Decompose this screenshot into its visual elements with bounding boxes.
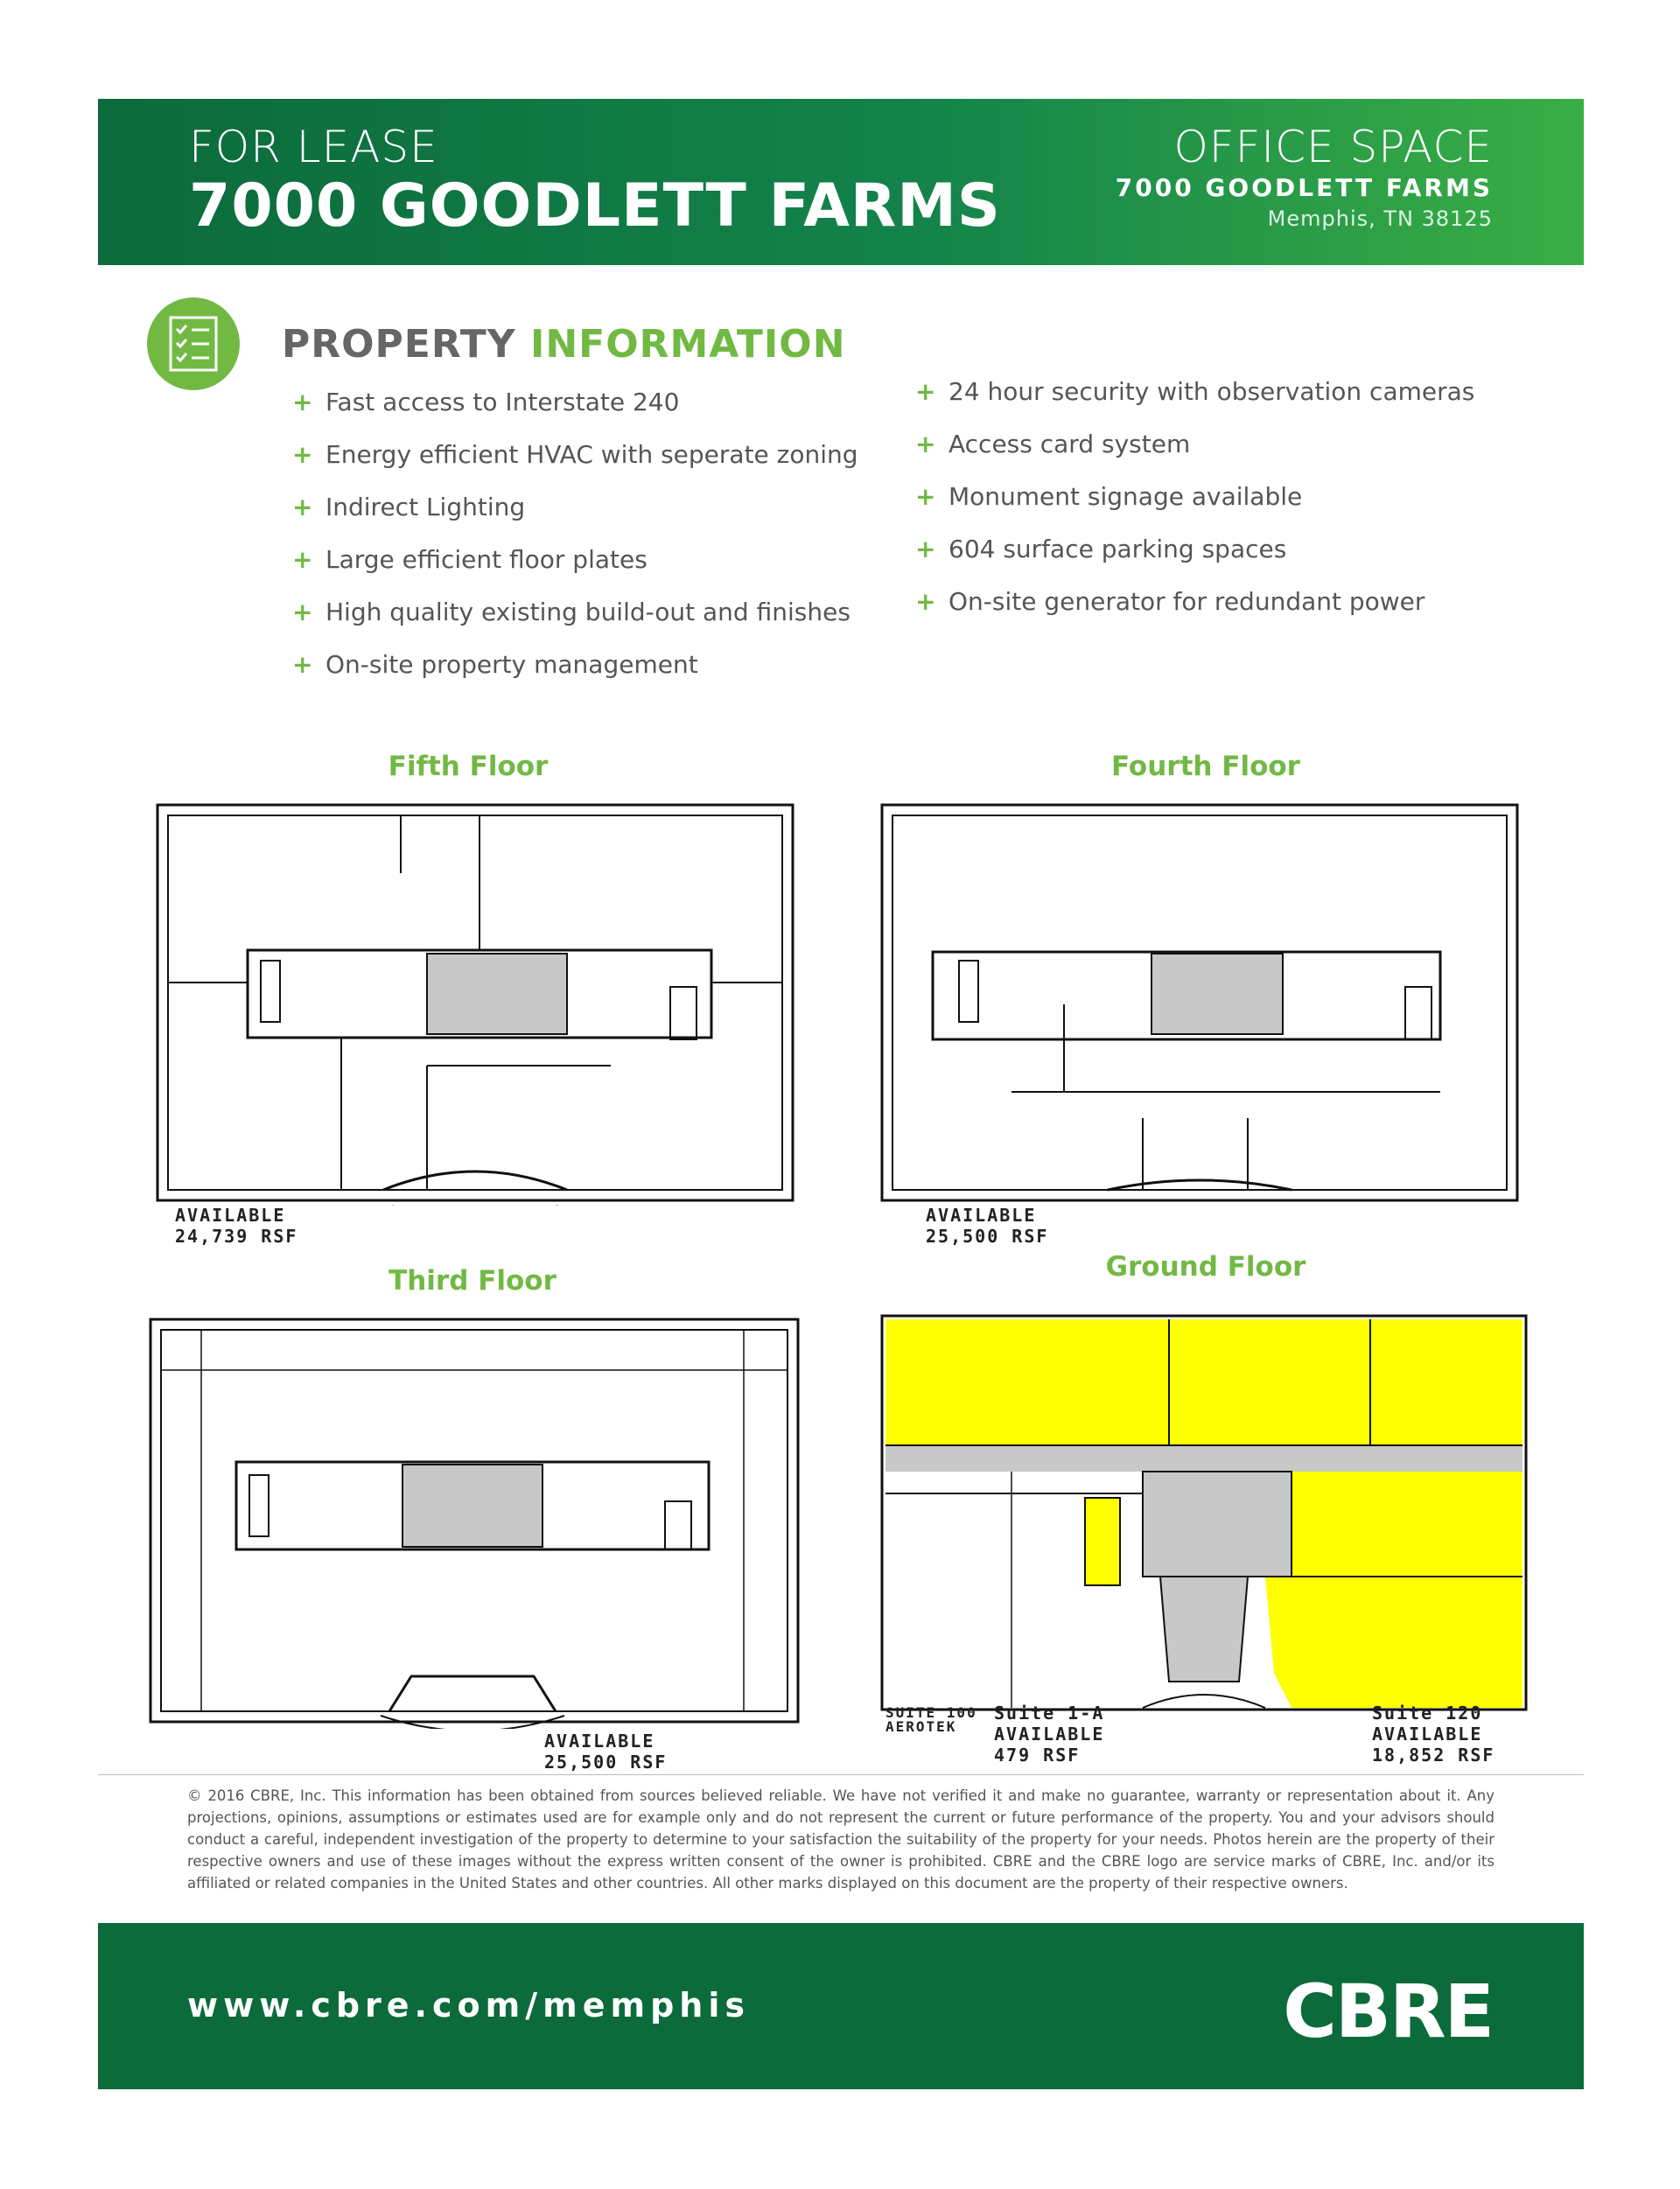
ground-floor-plan [880,1314,1528,1717]
property-name: 7000 GOODLETT FARMS [1115,173,1493,202]
fifth-floor-available: AVAILABLE 24,739 RSF [175,1205,298,1247]
header-banner [98,99,1584,265]
plus-icon: + [292,440,313,469]
property-address: Memphis, TN 38125 [1267,206,1493,231]
for-lease-label: FOR LEASE [189,122,438,172]
list-item: + 24 hour security with observation cameras [915,366,1474,418]
plus-icon: + [292,650,313,679]
suite-120-label: Suite 120 AVAILABLE 18,852 RSF [1372,1703,1495,1766]
list-item: + Fast access to Interstate 240 [292,376,858,429]
features-left-list [292,376,858,691]
divider [98,1774,1584,1775]
third-floor-plan [149,1318,800,1729]
plus-icon: + [915,377,936,406]
plus-icon: + [915,535,936,563]
cbre-logo: CBRE [1283,1969,1493,2054]
list-item: + Access card system [915,418,1474,471]
list-item: + 604 surface parking spaces [915,523,1474,576]
footer-banner [98,1923,1584,2089]
fourth-floor-title: Fourth Floor [1111,751,1300,782]
section-title-part1: PROPERTY [282,322,516,367]
plus-icon: + [915,430,936,458]
third-floor-available: AVAILABLE 25,500 RSF [544,1731,668,1773]
plus-icon: + [915,482,936,511]
website-link[interactable]: www.cbre.com/memphis [187,1986,750,2025]
fifth-floor-plan [156,803,794,1206]
list-item: + Indirect Lighting [292,481,858,534]
list-item: + Large efficient floor plates [292,534,858,586]
plus-icon: + [292,493,313,521]
header-left [189,122,1001,241]
ground-floor-title: Ground Floor [1105,1251,1306,1283]
section-title [282,322,846,367]
fourth-floor-plan [880,803,1519,1206]
fifth-floor-title: Fifth Floor [388,751,549,782]
third-floor-title: Third Floor [388,1265,556,1297]
list-item: + High quality existing build-out and finishes [292,586,858,639]
disclaimer-text: © 2016 CBRE, Inc. This information has been obtained from sources believed reliable. We have not verified it and make no guarantee, warranty or representation about it. Any projections, opinions, assumptions or estimates used are for example only and do not represent the current or future performance of the property. You and your advisors should conduct a careful, independent investigation of the property to determine to your satisfaction the suitability of the property for your needs. Photos herein are the property of their respective owners and use of these images without the express written consent of the owner is prohibited. CBRE and the CBRE logo are service marks of CBRE, Inc. and/or its affiliated or related companies in the United States and other countries. All other marks displayed on this document are the property of their respective owners. [187,1787,1494,1892]
plus-icon: + [292,598,313,626]
list-item: + On-site generator for redundant power [915,576,1474,628]
plus-icon: + [292,545,313,574]
suite-1a-label: Suite 1-A AVAILABLE 479 RSF [994,1703,1105,1766]
list-item: + Monument signage available [915,471,1474,523]
fourth-floor-available: AVAILABLE 25,500 RSF [926,1205,1049,1247]
plus-icon: + [915,587,936,616]
office-space-label: OFFICE SPACE [1173,122,1493,172]
list-item: + Energy efficient HVAC with seperate zoning [292,429,858,481]
section-title-part2: INFORMATION [529,322,846,367]
features-right-list [915,366,1474,628]
checklist-icon [147,297,240,390]
plus-icon: + [292,388,313,416]
list-item: + On-site property management [292,639,858,691]
suite-100-label: SUITE 100 AEROTEK [886,1704,977,1735]
header-right [1116,122,1493,234]
property-title: 7000 GOODLETT FARMS [189,171,1001,241]
